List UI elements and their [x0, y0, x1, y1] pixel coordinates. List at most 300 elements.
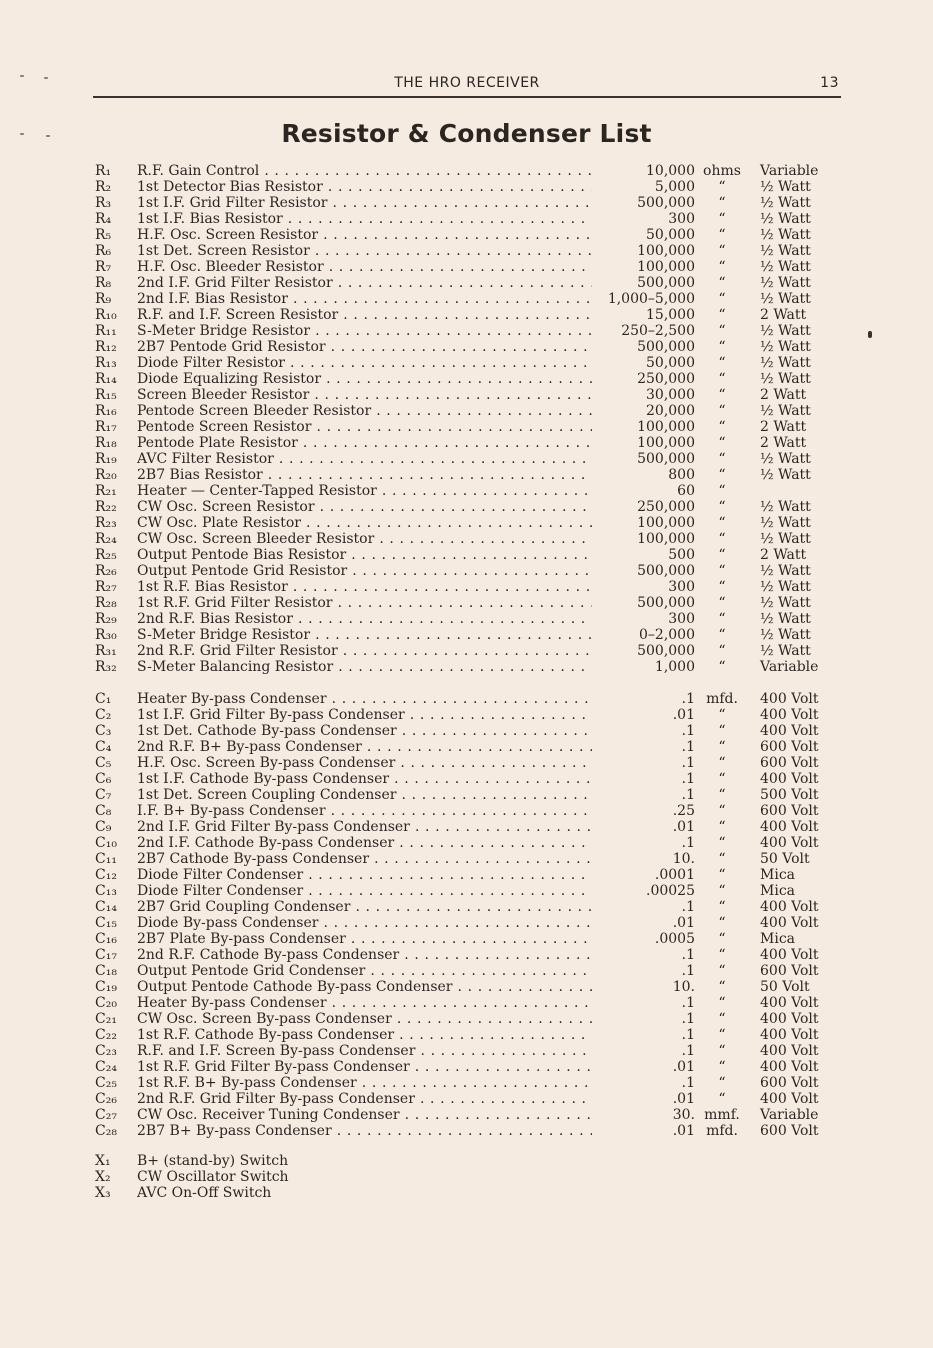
part-value: .1 — [592, 755, 695, 771]
resistor-row — [92, 419, 842, 435]
part-value: 100,000 — [592, 243, 695, 259]
part-value: 500,000 — [592, 563, 695, 579]
condenser-row — [92, 995, 842, 1011]
part-value: 10. — [592, 851, 695, 867]
part-rating: 2 Watt — [760, 307, 807, 323]
part-value: .1 — [592, 1011, 695, 1027]
part-value: 500,000 — [592, 339, 695, 355]
part-unit: “ — [718, 803, 726, 819]
part-rating: 400 Volt — [760, 915, 819, 931]
condenser-row — [92, 851, 842, 867]
part-description: Pentode Screen Bleeder Resistor . . . — [137, 403, 615, 419]
part-description: Screen Bleeder Resistor . . . — [137, 387, 615, 403]
part-rating: ½ Watt — [760, 563, 811, 579]
part-value: .1 — [592, 691, 695, 707]
part-value: .01 — [592, 1123, 695, 1139]
part-description: 1st I.F. Grid Filter By-pass Condenser . . . — [137, 707, 615, 723]
condenser-row — [92, 963, 842, 979]
condenser-row — [92, 1059, 842, 1075]
part-description: 1st Det. Cathode By-pass Condenser . . . — [137, 723, 615, 739]
part-ref: R₃ — [95, 195, 112, 211]
part-rating: ½ Watt — [760, 531, 811, 547]
part-ref: C₅ — [95, 755, 112, 771]
part-rating: ½ Watt — [760, 227, 811, 243]
part-unit: “ — [718, 611, 726, 627]
condenser-row — [92, 755, 842, 771]
part-unit: “ — [718, 723, 726, 739]
part-description: CW Osc. Screen Bleeder Resistor . . . — [137, 531, 615, 547]
part-unit: mfd. — [706, 1123, 738, 1139]
part-unit: “ — [718, 195, 726, 211]
part-unit: “ — [718, 1075, 726, 1091]
ink-spot — [868, 331, 872, 338]
part-rating: 2 Watt — [760, 419, 807, 435]
part-ref: R₃₀ — [95, 627, 117, 643]
part-rating: 400 Volt — [760, 1091, 819, 1107]
part-value: 300 — [592, 611, 695, 627]
part-description: 1st R.F. Grid Filter Resistor . . . — [137, 595, 615, 611]
part-rating: ½ Watt — [760, 195, 811, 211]
part-value: .01 — [592, 707, 695, 723]
part-value: .25 — [592, 803, 695, 819]
part-value: 10. — [592, 979, 695, 995]
part-description: AVC Filter Resistor . . . — [137, 451, 615, 467]
part-ref: C₁₃ — [95, 883, 117, 899]
part-value: 250,000 — [592, 499, 695, 515]
part-value: 500,000 — [592, 643, 695, 659]
part-unit: “ — [718, 339, 726, 355]
condenser-row — [92, 803, 842, 819]
resistor-row — [92, 371, 842, 387]
part-value: 10,000 — [592, 163, 695, 179]
part-value: 100,000 — [592, 259, 695, 275]
part-rating: 400 Volt — [760, 1027, 819, 1043]
part-description: Heater By-pass Condenser . . . — [137, 995, 615, 1011]
part-rating: 500 Volt — [760, 787, 819, 803]
part-rating: 2 Watt — [760, 547, 807, 563]
part-value: .1 — [592, 1075, 695, 1091]
resistor-row — [92, 163, 842, 179]
switche-row — [92, 1169, 492, 1185]
part-unit: “ — [718, 323, 726, 339]
part-value: 20,000 — [592, 403, 695, 419]
part-description: B+ (stand-by) Switch — [137, 1153, 289, 1169]
part-unit: “ — [718, 1027, 726, 1043]
part-unit: “ — [718, 707, 726, 723]
condenser-row — [92, 947, 842, 963]
resistor-row — [92, 643, 842, 659]
part-value: 100,000 — [592, 515, 695, 531]
part-value: .01 — [592, 1059, 695, 1075]
condenser-row — [92, 723, 842, 739]
part-ref: C₂ — [95, 707, 112, 723]
part-description: 1st I.F. Cathode By-pass Condenser . . . — [137, 771, 615, 787]
part-unit: “ — [718, 355, 726, 371]
part-rating: ½ Watt — [760, 243, 811, 259]
part-description: Diode Filter Condenser . . . — [137, 867, 615, 883]
part-unit: “ — [718, 819, 726, 835]
part-unit: “ — [718, 1059, 726, 1075]
resistor-row — [92, 355, 842, 371]
part-description: 2B7 Bias Resistor . . . — [137, 467, 615, 483]
condenser-row — [92, 1107, 842, 1123]
part-rating: 600 Volt — [760, 739, 819, 755]
part-value: 100,000 — [592, 419, 695, 435]
part-rating: 400 Volt — [760, 1059, 819, 1075]
resistor-row — [92, 659, 842, 675]
part-ref: C₁₆ — [95, 931, 117, 947]
condenser-row — [92, 931, 842, 947]
part-ref: R₈ — [95, 275, 112, 291]
part-ref: C₂₆ — [95, 1091, 117, 1107]
part-rating: ½ Watt — [760, 275, 811, 291]
part-description: 1st I.F. Bias Resistor . . . — [137, 211, 615, 227]
part-value: 50,000 — [592, 355, 695, 371]
part-rating: 2 Watt — [760, 387, 807, 403]
part-ref: C₁₁ — [95, 851, 117, 867]
condenser-row — [92, 1043, 842, 1059]
part-value: 100,000 — [592, 531, 695, 547]
part-ref: R₅ — [95, 227, 112, 243]
resistor-row — [92, 259, 842, 275]
part-description: 1st R.F. Bias Resistor . . . — [137, 579, 615, 595]
part-description: R.F. and I.F. Screen Resistor . . . — [137, 307, 615, 323]
part-ref: C₂₅ — [95, 1075, 117, 1091]
resistor-list — [92, 163, 842, 675]
part-unit: “ — [718, 947, 726, 963]
part-ref: R₁₉ — [95, 451, 117, 467]
part-description: 2nd R.F. Cathode By-pass Condenser . . . — [137, 947, 615, 963]
part-value: .0001 — [592, 867, 695, 883]
part-unit: “ — [718, 579, 726, 595]
part-value: .1 — [592, 787, 695, 803]
part-unit: “ — [718, 851, 726, 867]
condenser-row — [92, 899, 842, 915]
condenser-list — [92, 691, 842, 1139]
part-description: CW Osc. Screen Resistor . . . — [137, 499, 615, 515]
part-rating: ½ Watt — [760, 451, 811, 467]
part-rating: ½ Watt — [760, 403, 811, 419]
part-rating: 600 Volt — [760, 803, 819, 819]
part-unit: “ — [718, 1091, 726, 1107]
condenser-row — [92, 883, 842, 899]
condenser-row — [92, 1027, 842, 1043]
part-ref: R₂₈ — [95, 595, 117, 611]
part-unit: “ — [718, 259, 726, 275]
resistor-row — [92, 227, 842, 243]
part-description: 2B7 B+ By-pass Condenser . . . — [137, 1123, 615, 1139]
part-unit: “ — [718, 419, 726, 435]
part-unit: “ — [718, 387, 726, 403]
part-value: .1 — [592, 1043, 695, 1059]
part-ref: R₂₇ — [95, 579, 117, 595]
part-ref: R₁₀ — [95, 307, 117, 323]
parts-list — [92, 163, 842, 1139]
part-value: 300 — [592, 579, 695, 595]
resistor-row — [92, 323, 842, 339]
part-value: 250,000 — [592, 371, 695, 387]
part-rating: 600 Volt — [760, 755, 819, 771]
resistor-row — [92, 387, 842, 403]
condenser-row — [92, 835, 842, 851]
part-ref: C₂₈ — [95, 1123, 117, 1139]
part-description: CW Oscillator Switch — [137, 1169, 289, 1185]
resistor-row — [92, 435, 842, 451]
part-description: I.F. B+ By-pass Condenser . . . — [137, 803, 615, 819]
part-unit: mmf. — [704, 1107, 740, 1123]
part-rating: ½ Watt — [760, 323, 811, 339]
part-ref: C₂₄ — [95, 1059, 117, 1075]
resistor-row — [92, 195, 842, 211]
part-description: H.F. Osc. Bleeder Resistor . . . — [137, 259, 615, 275]
part-description: Diode Equalizing Resistor . . . — [137, 371, 615, 387]
resistor-row — [92, 563, 842, 579]
part-value: .01 — [592, 915, 695, 931]
part-value: .1 — [592, 947, 695, 963]
part-description: Diode Filter Resistor . . . — [137, 355, 615, 371]
part-unit: “ — [718, 995, 726, 1011]
part-ref: R₃₁ — [95, 643, 117, 659]
part-description: 2B7 Cathode By-pass Condenser . . . — [137, 851, 615, 867]
resistor-row — [92, 595, 842, 611]
resistor-row — [92, 179, 842, 195]
part-value: .1 — [592, 1027, 695, 1043]
part-unit: “ — [718, 595, 726, 611]
part-value: 30,000 — [592, 387, 695, 403]
part-rating: 600 Volt — [760, 963, 819, 979]
part-rating: 2 Watt — [760, 435, 807, 451]
part-description: 2B7 Plate By-pass Condenser . . . — [137, 931, 615, 947]
resistor-row — [92, 339, 842, 355]
part-ref: R₉ — [95, 291, 112, 307]
part-description: Output Pentode Cathode By-pass Condenser . . . — [137, 979, 615, 995]
part-unit: “ — [718, 483, 726, 499]
part-value: 500,000 — [592, 595, 695, 611]
part-value: .0005 — [592, 931, 695, 947]
part-ref: R₂₅ — [95, 547, 117, 563]
part-description: Pentode Plate Resistor . . . — [137, 435, 615, 451]
part-description: 2nd R.F. B+ By-pass Condenser . . . — [137, 739, 615, 755]
page-title: Resistor & Condenser List — [281, 119, 652, 148]
part-rating: 400 Volt — [760, 723, 819, 739]
part-description: S-Meter Bridge Resistor . . . — [137, 323, 615, 339]
resistor-row — [92, 243, 842, 259]
part-unit: “ — [718, 547, 726, 563]
part-unit: “ — [718, 659, 726, 675]
part-unit: “ — [718, 867, 726, 883]
part-rating: ½ Watt — [760, 515, 811, 531]
part-value: 30. — [592, 1107, 695, 1123]
part-rating: Mica — [760, 883, 795, 899]
part-rating: Variable — [760, 1107, 819, 1123]
part-unit: “ — [718, 531, 726, 547]
part-value: 500 — [592, 547, 695, 563]
part-ref: R₁₇ — [95, 419, 117, 435]
part-unit: “ — [718, 211, 726, 227]
part-value: .1 — [592, 899, 695, 915]
part-description: 2nd I.F. Cathode By-pass Condenser . . . — [137, 835, 615, 851]
part-ref: R₇ — [95, 259, 112, 275]
condenser-row — [92, 787, 842, 803]
part-ref: C₁₀ — [95, 835, 117, 851]
part-value: .1 — [592, 723, 695, 739]
part-description: S-Meter Bridge Resistor . . . — [137, 627, 615, 643]
part-rating: 400 Volt — [760, 1043, 819, 1059]
part-rating: Variable — [760, 163, 819, 179]
part-ref: C₂₃ — [95, 1043, 117, 1059]
condenser-row — [92, 1091, 842, 1107]
part-description: 1st Detector Bias Resistor . . . — [137, 179, 615, 195]
part-ref: R₂₃ — [95, 515, 117, 531]
part-rating: 600 Volt — [760, 1075, 819, 1091]
part-description: 2nd R.F. Grid Filter Resistor . . . — [137, 643, 615, 659]
part-value: 100,000 — [592, 435, 695, 451]
part-ref: R₂ — [95, 179, 112, 195]
part-description: Heater — Center-Tapped Resistor . . . — [137, 483, 615, 499]
part-description: Diode By-pass Condenser . . . — [137, 915, 615, 931]
resistor-row — [92, 531, 842, 547]
condenser-row — [92, 819, 842, 835]
part-description: 2nd I.F. Grid Filter By-pass Condenser . . . — [137, 819, 615, 835]
part-description: CW Osc. Screen By-pass Condenser . . . — [137, 1011, 615, 1027]
part-rating: Variable — [760, 659, 819, 675]
part-value: .01 — [592, 819, 695, 835]
condenser-row — [92, 1011, 842, 1027]
part-rating: Mica — [760, 931, 795, 947]
part-rating: Mica — [760, 867, 795, 883]
part-ref: X₁ — [95, 1153, 111, 1169]
part-rating: ½ Watt — [760, 643, 811, 659]
part-ref: C₉ — [95, 819, 112, 835]
part-value: .01 — [592, 1091, 695, 1107]
section-gap — [92, 675, 842, 691]
part-unit: “ — [718, 451, 726, 467]
part-ref: R₆ — [95, 243, 112, 259]
part-value: .1 — [592, 995, 695, 1011]
part-unit: “ — [718, 755, 726, 771]
part-ref: C₈ — [95, 803, 112, 819]
resistor-row — [92, 499, 842, 515]
part-description: Pentode Screen Resistor . . . — [137, 419, 615, 435]
part-unit: “ — [718, 915, 726, 931]
part-value: 1,000–5,000 — [592, 291, 695, 307]
part-value: .1 — [592, 739, 695, 755]
resistor-row — [92, 451, 842, 467]
resistor-row — [92, 611, 842, 627]
part-unit: mfd. — [706, 691, 738, 707]
part-rating: ½ Watt — [760, 259, 811, 275]
part-rating: ½ Watt — [760, 627, 811, 643]
part-value: .1 — [592, 771, 695, 787]
part-unit: “ — [718, 1011, 726, 1027]
part-rating: 50 Volt — [760, 979, 810, 995]
resistor-row — [92, 627, 842, 643]
part-ref: R₃₂ — [95, 659, 117, 675]
part-ref: X₂ — [95, 1169, 111, 1185]
part-unit: “ — [718, 627, 726, 643]
part-description: S-Meter Balancing Resistor . . . — [137, 659, 615, 675]
part-rating: ½ Watt — [760, 179, 811, 195]
part-unit: “ — [718, 515, 726, 531]
part-value: 50,000 — [592, 227, 695, 243]
part-value: .00025 — [592, 883, 695, 899]
part-description: 2nd R.F. Bias Resistor . . . — [137, 611, 615, 627]
part-ref: C₇ — [95, 787, 112, 803]
resistor-row — [92, 211, 842, 227]
part-unit: ohms — [703, 163, 741, 179]
part-unit: “ — [718, 643, 726, 659]
part-rating: 400 Volt — [760, 835, 819, 851]
part-ref: C₆ — [95, 771, 112, 787]
part-ref: R₂₀ — [95, 467, 117, 483]
switche-row — [92, 1153, 492, 1169]
resistor-row — [92, 307, 842, 323]
part-rating: ½ Watt — [760, 467, 811, 483]
part-ref: R₂₁ — [95, 483, 117, 499]
part-rating: 400 Volt — [760, 1011, 819, 1027]
part-description: H.F. Osc. Screen By-pass Condenser . . . — [137, 755, 615, 771]
part-rating: ½ Watt — [760, 595, 811, 611]
part-ref: C₃ — [95, 723, 112, 739]
part-ref: C₁₅ — [95, 915, 117, 931]
resistor-row — [92, 515, 842, 531]
part-description: 1st R.F. B+ By-pass Condenser . . . — [137, 1075, 615, 1091]
part-unit: “ — [718, 179, 726, 195]
part-ref: R₁₆ — [95, 403, 117, 419]
part-ref: R₁₅ — [95, 387, 117, 403]
resistor-row — [92, 579, 842, 595]
part-ref: R₄ — [95, 211, 112, 227]
part-unit: “ — [718, 883, 726, 899]
condenser-row — [92, 1075, 842, 1091]
part-description: R.F. and I.F. Screen By-pass Condenser . . . — [137, 1043, 615, 1059]
resistor-row — [92, 483, 842, 499]
part-unit: “ — [718, 899, 726, 915]
condenser-row — [92, 771, 842, 787]
page-header — [93, 72, 841, 98]
part-rating: 400 Volt — [760, 771, 819, 787]
part-unit: “ — [718, 963, 726, 979]
part-value: 500,000 — [592, 275, 695, 291]
part-description: 1st R.F. Cathode By-pass Condenser . . . — [137, 1027, 615, 1043]
part-rating: 600 Volt — [760, 1123, 819, 1139]
part-ref: R₂₄ — [95, 531, 117, 547]
part-ref: C₄ — [95, 739, 112, 755]
part-ref: R₂₆ — [95, 563, 117, 579]
part-description: 1st Det. Screen Coupling Condenser . . . — [137, 787, 615, 803]
resistor-row — [92, 467, 842, 483]
part-description: Output Pentode Grid Condenser . . . — [137, 963, 615, 979]
part-value: 300 — [592, 211, 695, 227]
part-unit: “ — [718, 291, 726, 307]
part-unit: “ — [718, 371, 726, 387]
part-rating: 400 Volt — [760, 819, 819, 835]
part-ref: C₁₇ — [95, 947, 117, 963]
part-value: 5,000 — [592, 179, 695, 195]
part-value: 0–2,000 — [592, 627, 695, 643]
part-unit: “ — [718, 787, 726, 803]
part-description: 2nd I.F. Grid Filter Resistor . . . — [137, 275, 615, 291]
part-rating: ½ Watt — [760, 371, 811, 387]
resistor-row — [92, 275, 842, 291]
part-unit: “ — [718, 243, 726, 259]
part-value: 500,000 — [592, 451, 695, 467]
part-value: 1,000 — [592, 659, 695, 675]
switch-list — [92, 1153, 492, 1201]
part-rating: ½ Watt — [760, 339, 811, 355]
part-rating: ½ Watt — [760, 211, 811, 227]
part-ref: C₁₉ — [95, 979, 117, 995]
